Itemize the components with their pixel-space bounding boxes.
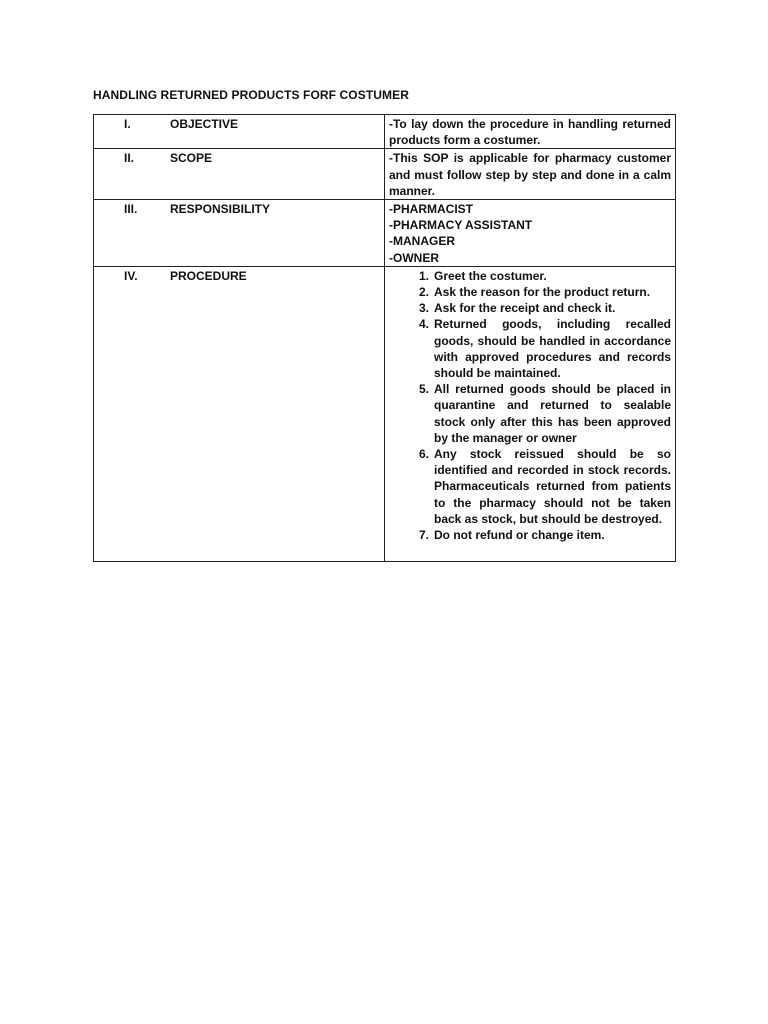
section-content-cell xyxy=(385,115,676,149)
procedure-step xyxy=(389,316,671,381)
step-text: All returned goods should be placed in quarantine and returned to sealable stock only after this has been approved by the manager or owner xyxy=(434,382,671,445)
procedure-step xyxy=(389,381,671,446)
section-label-cell xyxy=(94,200,385,267)
step-text: Do not refund or change item. xyxy=(434,528,605,543)
table-row-responsibility xyxy=(94,200,676,267)
document-title: HANDLING RETURNED PRODUCTS FORF COSTUMER xyxy=(93,88,409,102)
step-number: 1. xyxy=(418,268,429,283)
section-heading: OBJECTIVE xyxy=(170,117,239,131)
section-numeral: II. xyxy=(124,151,135,166)
section-label-cell xyxy=(94,149,385,200)
section-label-cell xyxy=(94,115,385,149)
section-numeral: III. xyxy=(124,202,138,217)
responsibility-item: -PHARMACY ASSISTANT xyxy=(389,218,533,233)
section-content-cell xyxy=(385,149,676,200)
objective-text: -To lay down the procedure in handling returned products form a costumer. xyxy=(389,117,671,148)
step-text: Ask the reason for the product return. xyxy=(434,285,651,300)
scope-text: -This SOP is applicable for pharmacy customer and must follow step by step and done in a calm manner. xyxy=(389,151,671,198)
procedure-step xyxy=(389,527,671,543)
step-text: Returned goods, including recalled goods, should be handled in accordance with approved procedures and records should be maintained. xyxy=(434,317,671,381)
procedure-step xyxy=(389,284,671,300)
procedure-step xyxy=(389,268,671,284)
responsibility-item: -PHARMACIST xyxy=(389,202,473,217)
responsibility-item: -OWNER xyxy=(389,250,439,265)
table-row-procedure xyxy=(94,266,676,561)
section-numeral: I. xyxy=(124,117,131,131)
table-row-scope xyxy=(94,149,676,200)
section-heading: PROCEDURE xyxy=(170,268,247,283)
section-numeral: IV. xyxy=(124,268,138,283)
section-heading: SCOPE xyxy=(170,151,213,166)
step-number: 7. xyxy=(418,528,429,543)
step-text: Any stock reissued should be so identified and recorded in stock records. Pharmaceuticals returned from patients to the pharmacy should not be taken back as stock, but should be destroyed. xyxy=(434,447,671,526)
section-content-cell xyxy=(385,200,676,267)
step-text: Ask for the receipt and check it. xyxy=(434,301,616,316)
section-label-cell xyxy=(94,266,385,561)
step-number: 5. xyxy=(418,382,429,397)
responsibility-item: -MANAGER xyxy=(389,234,455,249)
step-number: 2. xyxy=(418,285,429,300)
step-number: 3. xyxy=(418,301,429,316)
step-number: 6. xyxy=(418,447,429,462)
section-heading: RESPONSIBILITY xyxy=(170,202,271,217)
section-content-cell xyxy=(385,266,676,561)
sop-table xyxy=(93,114,676,562)
step-number: 4. xyxy=(418,317,429,332)
procedure-steps-list xyxy=(389,268,671,543)
table-row-objective xyxy=(94,115,676,149)
procedure-step xyxy=(389,446,671,527)
step-text: Greet the costumer. xyxy=(434,268,547,283)
procedure-step xyxy=(389,300,671,316)
